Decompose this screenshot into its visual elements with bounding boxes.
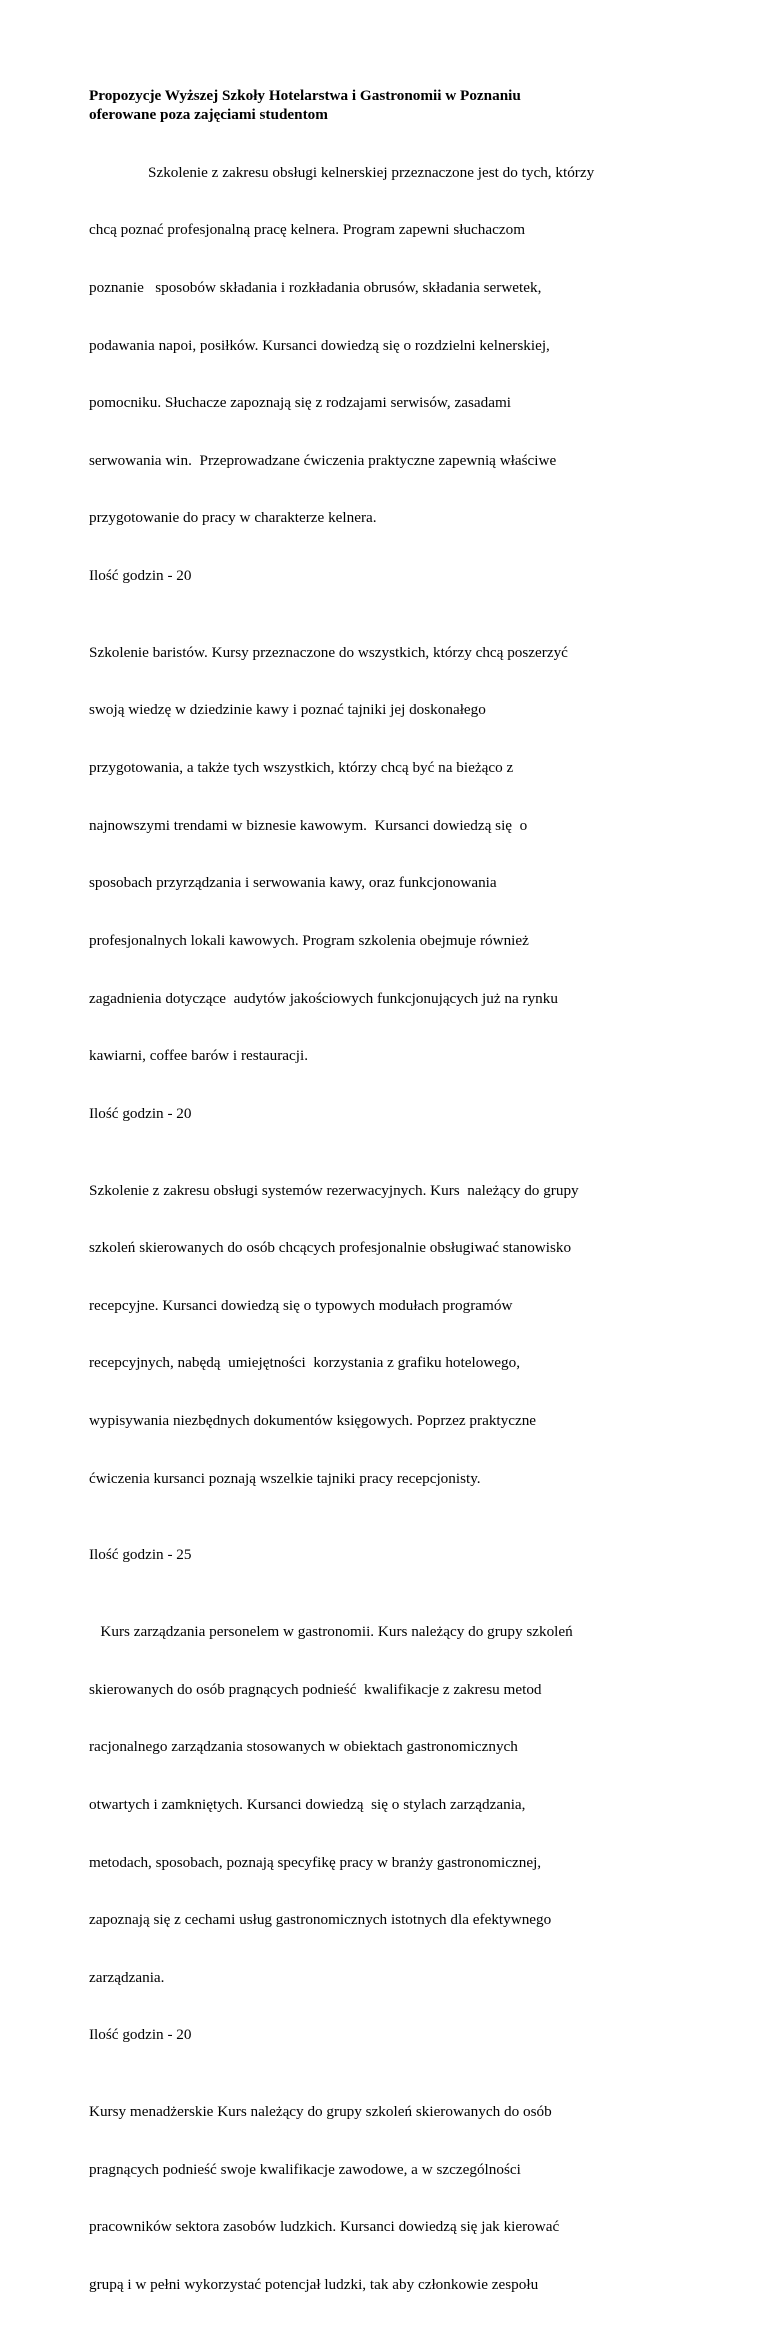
- paragraph-line: przygotowania, a także tych wszystkich, którzy chcą być na bieżąco z: [89, 759, 514, 777]
- course-staff-management: [89, 1584, 689, 2026]
- paragraph-line: przygotowanie do pracy w charakterze kelnera.: [89, 509, 377, 527]
- paragraph-gap: [89, 1565, 689, 1584]
- paragraph-line: pracowników sektora zasobów ludzkich. Kursanci dowiedzą się jak kierować: [89, 2218, 560, 2236]
- paragraph-line: serwowania win. Przeprowadzane ćwiczenia praktyczne zapewnią właściwe: [89, 451, 557, 469]
- paragraph-line: racjonalnego zarządzania stosowanych w obiektach gastronomicznych: [89, 1738, 518, 1756]
- paragraph-line: pomocniku. Słuchacze zapoznają się z rodzajami serwisów, zasadami: [89, 394, 511, 412]
- paragraph-line: otwartych i zamkniętych. Kursanci dowiedzą się o stylach zarządzania,: [89, 1796, 526, 1814]
- paragraph-line: sposobach przyrządzania i serwowania kawy, oraz funkcjonowania: [89, 874, 497, 892]
- paragraph-line: zagadnienia dotyczące audytów jakościowych funkcjonujących już na rynku: [89, 989, 558, 1007]
- paragraph-line: zarządzania.: [89, 1968, 165, 1986]
- paragraph-gap: [89, 1526, 689, 1545]
- course-barista: [89, 604, 689, 1103]
- paragraph-line: Szkolenie baristów. Kursy przeznaczone do wszystkich, którzy chcą poszerzyć: [89, 643, 568, 661]
- document-page: [89, 86, 689, 2333]
- paragraph-line: recepcyjnych, nabędą umiejętności korzystania z grafiku hotelowego,: [89, 1354, 520, 1372]
- paragraph-line: pragnących podnieść swoje kwalifikacje zawodowe, a w szczególności: [89, 2160, 521, 2178]
- course-hours: Ilość godzin - 20: [89, 567, 192, 585]
- paragraph-line: skierowanych do osób pragnących podnieść kwalifikacje z zakresu metod: [89, 1680, 542, 1698]
- title-line: oferowane poza zajęciami studentom: [89, 106, 328, 124]
- document-title: [89, 86, 689, 124]
- course-hours: Ilość godzin - 20: [89, 2026, 192, 2044]
- paragraph-gap: [89, 1123, 689, 1142]
- paragraph-line: chcą poznać profesjonalną pracę kelnera. Program zapewni słuchaczom: [89, 221, 526, 239]
- paragraph-line: Kurs zarządzania personelem w gastronomii. Kurs należący do grupy szkoleń: [89, 1623, 573, 1641]
- paragraph-line: szkoleń skierowanych do osób chcących profesjonalnie obsługiwać stanowisko: [89, 1239, 572, 1257]
- paragraph-line: ćwiczenia kursanci poznają wszelkie tajniki pracy recepcjonisty.: [89, 1469, 481, 1487]
- paragraph-gap: [89, 2045, 689, 2064]
- title-line: Propozycje Wyższej Szkoły Hotelarstwa i Gastronomii w Poznaniu: [89, 87, 521, 104]
- paragraph-line: zapoznają się z cechami usług gastronomicznych istotnych dla efektywnego: [89, 1911, 552, 1929]
- paragraph-line: Szkolenie z zakresu obsługi kelnerskiej przeznaczone jest do tych, którzy: [148, 163, 595, 181]
- paragraph-line: metodach, sposobach, poznają specyfikę pracy w branży gastronomicznej,: [89, 1853, 542, 1871]
- paragraph-line: grupą i w pełni wykorzystać potencjał ludzki, tak aby członkowie zespołu: [89, 2276, 539, 2294]
- course-waiter-service: [89, 124, 689, 566]
- paragraph-line: poznanie sposobów składania i rozkładania obrusów, składania serwetek,: [89, 279, 542, 297]
- course-hours: Ilość godzin - 20: [89, 1104, 192, 1122]
- paragraph-line: Kursy menadżerskie Kurs należący do grupy szkoleń skierowanych do osób: [89, 2103, 552, 2121]
- course-hours: Ilość godzin - 25: [89, 1546, 192, 1564]
- paragraph-line: kawiarni, coffee barów i restauracji.: [89, 1047, 308, 1065]
- paragraph-line: swoją wiedzę w dziedzinie kawy i poznać tajniki jej doskonałego: [89, 701, 486, 719]
- paragraph-line: Szkolenie z zakresu obsługi systemów rezerwacyjnych. Kurs należący do grupy: [89, 1181, 579, 1199]
- course-management: [89, 2064, 689, 2333]
- paragraph-line: najnowszymi trendami w biznesie kawowym. Kursanci dowiedzą się o: [89, 816, 528, 834]
- course-reservation-systems: [89, 1142, 689, 1526]
- paragraph-line: podawania napoi, posiłków. Kursanci dowiedzą się o rozdzielni kelnerskiej,: [89, 336, 550, 354]
- paragraph-line: recepcyjne. Kursanci dowiedzą się o typowych modułach programów: [89, 1296, 513, 1314]
- paragraph-line: profesjonalnych lokali kawowych. Program szkolenia obejmuje również: [89, 931, 529, 949]
- paragraph-line: wypisywania niezbędnych dokumentów księgowych. Poprzez praktyczne: [89, 1411, 537, 1429]
- paragraph-gap: [89, 585, 689, 604]
